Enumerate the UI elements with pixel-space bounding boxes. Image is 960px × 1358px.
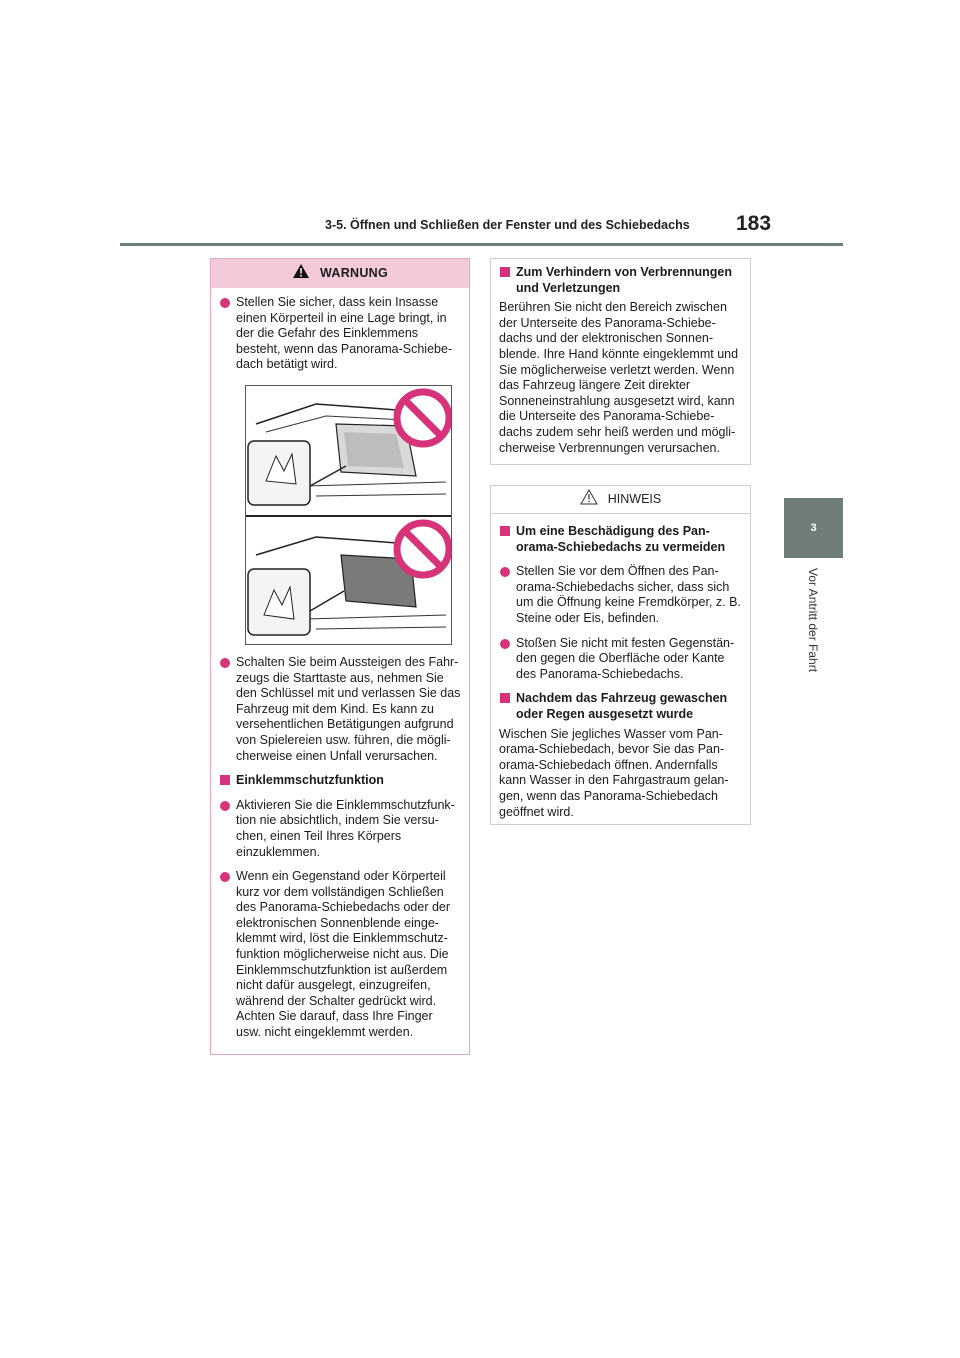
- illustration-panel-bottom: [246, 515, 451, 644]
- warning-header: [211, 259, 469, 288]
- section-heading: Nachdem das Fahrzeug gewaschen oder Regen ausgesetzt wurde: [499, 691, 742, 722]
- chapter-tab-label: Vor Antritt der Fahrt: [806, 568, 820, 673]
- warning-bullet: Aktivieren Sie die Einklemmschutzfunk-tion nie absichtlich, indem Sie versu-chen, einen Teil Ihres Körpers einzuklemmen.: [219, 798, 461, 860]
- notice-header: [491, 486, 750, 514]
- page-number: 183: [736, 212, 772, 235]
- notice-heading: HINWEIS: [607, 491, 662, 506]
- sunroof-pinch-illustration: [245, 385, 452, 645]
- warning-bullet: Schalten Sie beim Aussteigen des Fahr-zeugs die Starttaste aus, nehmen Sie den Schlüssel mit und verlassen Sie das Fahrzeug mit dem Kind. Es kann zu versehentlichen Betätigungen aufgrund von Spielereien usw. führen, die mögli-cherweise einen Unfall verursachen.: [219, 655, 461, 764]
- burn-warning-box: [490, 258, 751, 465]
- warning-heading: WARNUNG: [319, 265, 389, 280]
- header-rule: [120, 243, 843, 246]
- warning-bullet: Stellen Sie sicher, dass kein Insasse einen Körperteil in eine Lage bringt, in der die Gefahr des Einklemmens besteht, wenn das Panorama-Schiebe-dach betätigt wird.: [219, 295, 461, 373]
- section-heading: Einklemmschutzfunktion: [219, 773, 461, 789]
- paragraph: Wischen Sie jegliches Wasser vom Pan-orama-Schiebedach, bevor Sie das Pan-orama-Schiebedach öffnen. Andernfalls kann Wasser in den Fahrgastraum gelan-gen, wenn das Panorama-Schiebedach geöffnet wird.: [499, 726, 729, 819]
- warning-triangle-icon: [580, 489, 598, 510]
- prohibited-icon: [397, 523, 449, 575]
- section-heading: Um eine Beschädigung des Pan-orama-Schiebedachs zu vermeiden: [499, 524, 742, 555]
- paragraph: Berühren Sie nicht den Bereich zwischen der Unterseite des Panorama-Schiebe-dachs und der elektronischen Sonnen-blende. Ihre Hand könnte eingeklemmt und Sie möglicherweise verletzt werden. Wenn das Fahrzeug längere Zeit direkter Sonneneinstrahlung ausgesetzt wird, kann die Unterseite des Panorama-Schiebe-dachs zudem sehr heiß werden und mögli-cherweise Verbrennungen verursachen.: [499, 300, 739, 455]
- notice-bullet: Stellen Sie vor dem Öffnen des Pan-orama-Schiebedachs sicher, dass sich um die Öffnung keine Fremdkörper, z. B. Steine oder Eis, befinden.: [499, 564, 742, 626]
- illustration-panel-top: [246, 386, 451, 515]
- prohibited-icon: [397, 392, 449, 444]
- warning-box: [210, 258, 470, 1055]
- notice-bullet: Stoßen Sie nicht mit festen Gegenstän-den gegen die Oberfläche oder Kante des Panorama-Schiebedachs.: [499, 636, 742, 683]
- notice-box: [490, 485, 751, 825]
- warning-bullet: Wenn ein Gegenstand oder Körperteil kurz vor dem vollständigen Schließen des Panorama-Schiebedachs oder der elektronischen Sonnenblende einge-klemmt wird, löst die Einklemmschutz-funktion möglicherweise nicht aus. Die Einklemmschutzfunktion ist außerdem nicht dafür ausgelegt, einzugreifen, während der Schalter gedrückt wird. Achten Sie darauf, dass Ihre Finger usw. nicht eingeklemmt werden.: [219, 869, 461, 1041]
- chapter-tab-number: 3: [810, 522, 817, 534]
- section-heading: Zum Verhindern von Verbrennungen und Verletzungen: [499, 265, 742, 296]
- chapter-tab[interactable]: [784, 498, 843, 558]
- warning-triangle-icon: [292, 263, 310, 284]
- chapter-title: 3-5. Öffnen und Schließen der Fenster und des Schiebedachs: [325, 218, 690, 232]
